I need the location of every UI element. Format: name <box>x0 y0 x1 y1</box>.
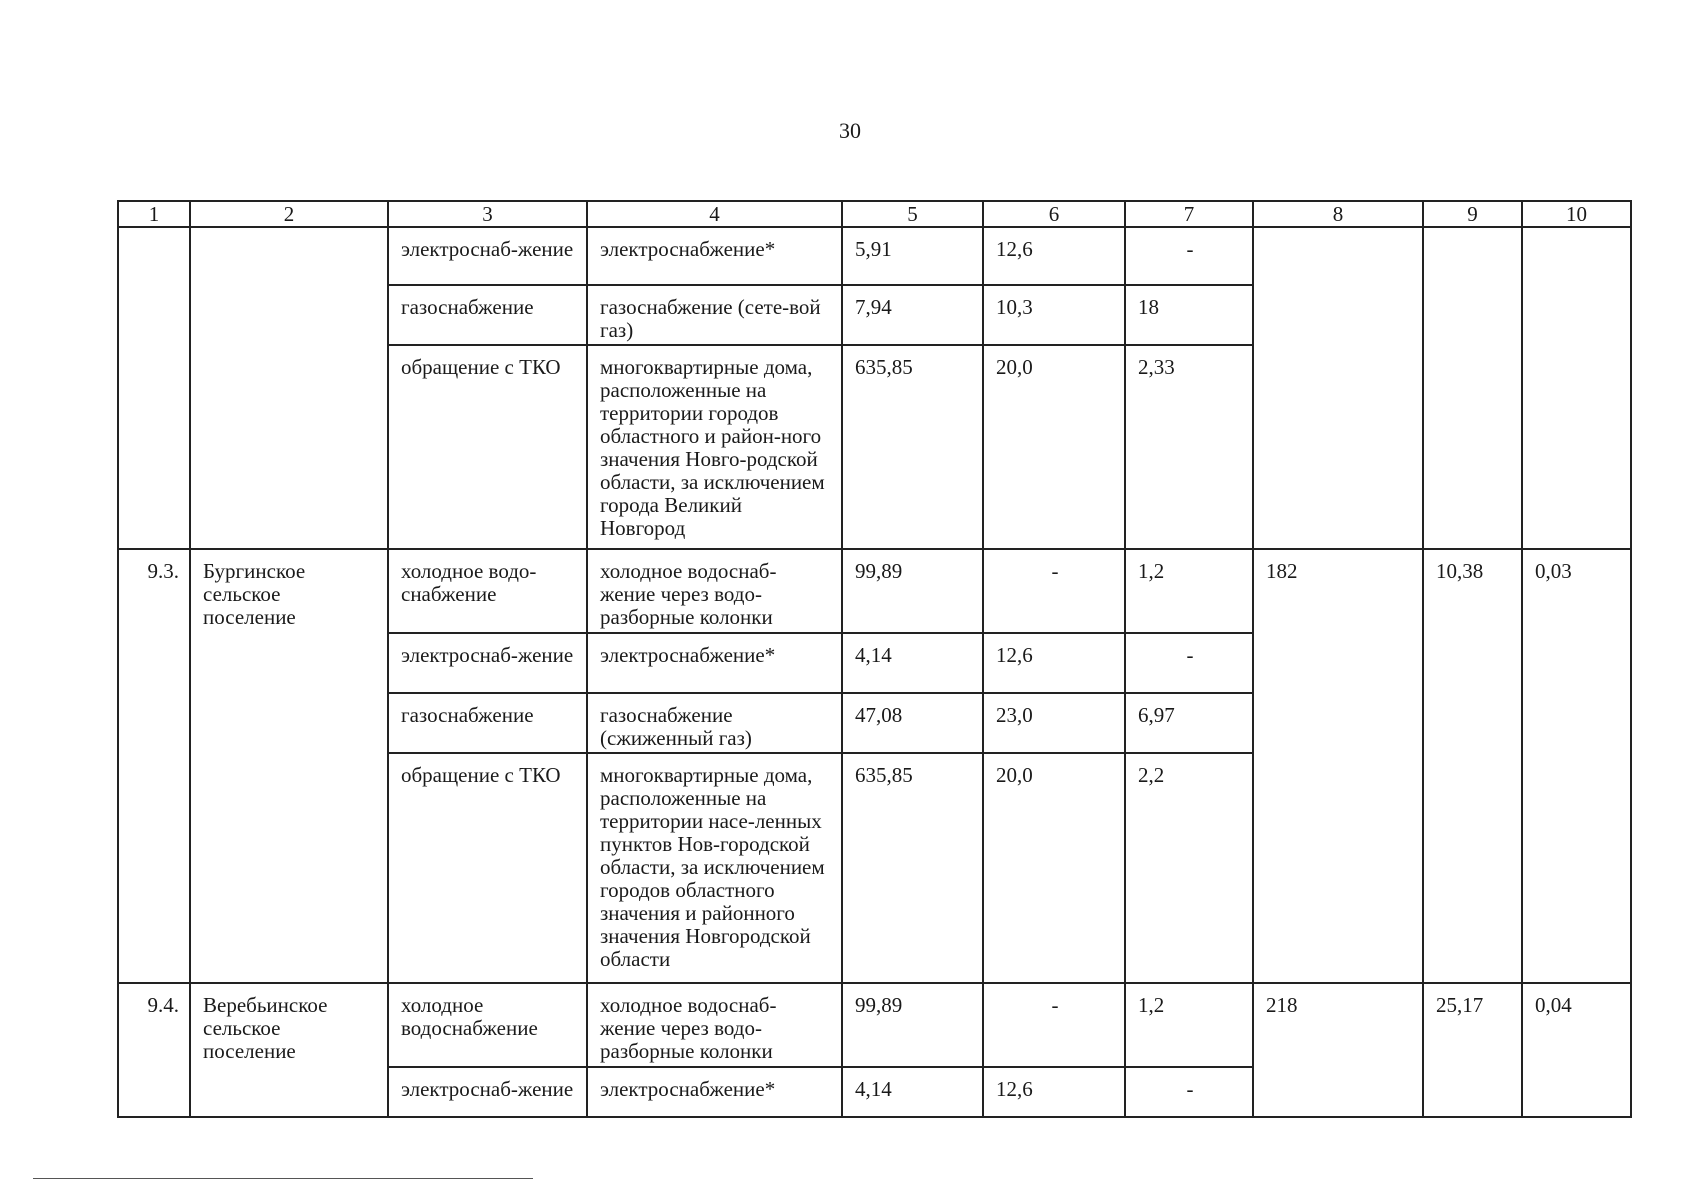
header-cell: 4 <box>587 201 842 227</box>
tariff-table <box>117 200 1632 1118</box>
service-cell: электроснаб-жение <box>388 1067 587 1117</box>
service-cell: электроснаб-жение <box>388 227 587 285</box>
service-cell: газоснабжение <box>388 285 587 345</box>
col7-cell: 6,97 <box>1125 693 1253 753</box>
table-row <box>118 549 1631 633</box>
row-number-cell: 9.3. <box>118 549 190 983</box>
service-cell: холодное водо-снабжение <box>388 549 587 633</box>
service-detail-cell: многоквартирные дома, расположенные на территории насе-ленных пунктов Нов-городской области, за исключением городов областного значения и районного значения Новгородской области <box>587 753 842 983</box>
col6-cell: - <box>983 983 1125 1067</box>
col6-cell: 10,3 <box>983 285 1125 345</box>
col7-cell: - <box>1125 227 1253 285</box>
col10-cell <box>1522 227 1631 549</box>
col6-cell: 20,0 <box>983 753 1125 983</box>
col10-cell: 0,03 <box>1522 549 1631 983</box>
col5-cell: 635,85 <box>842 753 983 983</box>
col5-cell: 4,14 <box>842 1067 983 1117</box>
footnote-separator <box>33 1178 533 1179</box>
col6-cell: 12,6 <box>983 227 1125 285</box>
col5-cell: 99,89 <box>842 549 983 633</box>
col8-cell: 218 <box>1253 983 1423 1117</box>
col7-cell: 2,33 <box>1125 345 1253 549</box>
header-cell: 6 <box>983 201 1125 227</box>
col10-cell: 0,04 <box>1522 983 1631 1117</box>
col8-cell <box>1253 227 1423 549</box>
row-number-cell: 9.4. <box>118 983 190 1117</box>
col5-cell: 7,94 <box>842 285 983 345</box>
header-row <box>118 201 1631 227</box>
settlement-cell: Веребьинское сельское поселение <box>190 983 388 1117</box>
service-cell: обращение с ТКО <box>388 753 587 983</box>
header-cell: 9 <box>1423 201 1522 227</box>
row-number-cell <box>118 227 190 549</box>
service-detail-cell: электроснабжение* <box>587 633 842 693</box>
col9-cell <box>1423 227 1522 549</box>
col6-cell: - <box>983 549 1125 633</box>
table-row <box>118 983 1631 1067</box>
col7-cell: - <box>1125 633 1253 693</box>
col5-cell: 5,91 <box>842 227 983 285</box>
settlement-cell <box>190 227 388 549</box>
col9-cell: 25,17 <box>1423 983 1522 1117</box>
header-cell: 7 <box>1125 201 1253 227</box>
service-detail-cell: газоснабжение (сете-вой газ) <box>587 285 842 345</box>
service-cell: обращение с ТКО <box>388 345 587 549</box>
settlement-cell: Бургинское сельское поселение <box>190 549 388 983</box>
col5-cell: 47,08 <box>842 693 983 753</box>
table-row <box>118 227 1631 285</box>
service-detail-cell: холодное водоснаб-жение через водо-разборные колонки <box>587 549 842 633</box>
col5-cell: 99,89 <box>842 983 983 1067</box>
col6-cell: 20,0 <box>983 345 1125 549</box>
service-cell: электроснаб-жение <box>388 633 587 693</box>
col7-cell: 1,2 <box>1125 549 1253 633</box>
col7-cell: - <box>1125 1067 1253 1117</box>
header-cell: 8 <box>1253 201 1423 227</box>
col6-cell: 12,6 <box>983 1067 1125 1117</box>
header-cell: 1 <box>118 201 190 227</box>
col6-cell: 23,0 <box>983 693 1125 753</box>
service-detail-cell: многоквартирные дома, расположенные на территории городов областного и район-ного значения Новго-родской области, за исключением города Великий Новгород <box>587 345 842 549</box>
col5-cell: 635,85 <box>842 345 983 549</box>
service-detail-cell: электроснабжение* <box>587 227 842 285</box>
header-cell: 5 <box>842 201 983 227</box>
service-detail-cell: газоснабжение (сжиженный газ) <box>587 693 842 753</box>
service-detail-cell: холодное водоснаб-жение через водо-разборные колонки <box>587 983 842 1067</box>
service-cell: газоснабжение <box>388 693 587 753</box>
header-cell: 3 <box>388 201 587 227</box>
col7-cell: 2,2 <box>1125 753 1253 983</box>
page-number: 30 <box>839 118 861 143</box>
col7-cell: 18 <box>1125 285 1253 345</box>
col6-cell: 12,6 <box>983 633 1125 693</box>
service-cell: холодное водоснабжение <box>388 983 587 1067</box>
header-cell: 2 <box>190 201 388 227</box>
col9-cell: 10,38 <box>1423 549 1522 983</box>
col8-cell: 182 <box>1253 549 1423 983</box>
col7-cell: 1,2 <box>1125 983 1253 1067</box>
service-detail-cell: электроснабжение* <box>587 1067 842 1117</box>
col5-cell: 4,14 <box>842 633 983 693</box>
header-cell: 10 <box>1522 201 1631 227</box>
